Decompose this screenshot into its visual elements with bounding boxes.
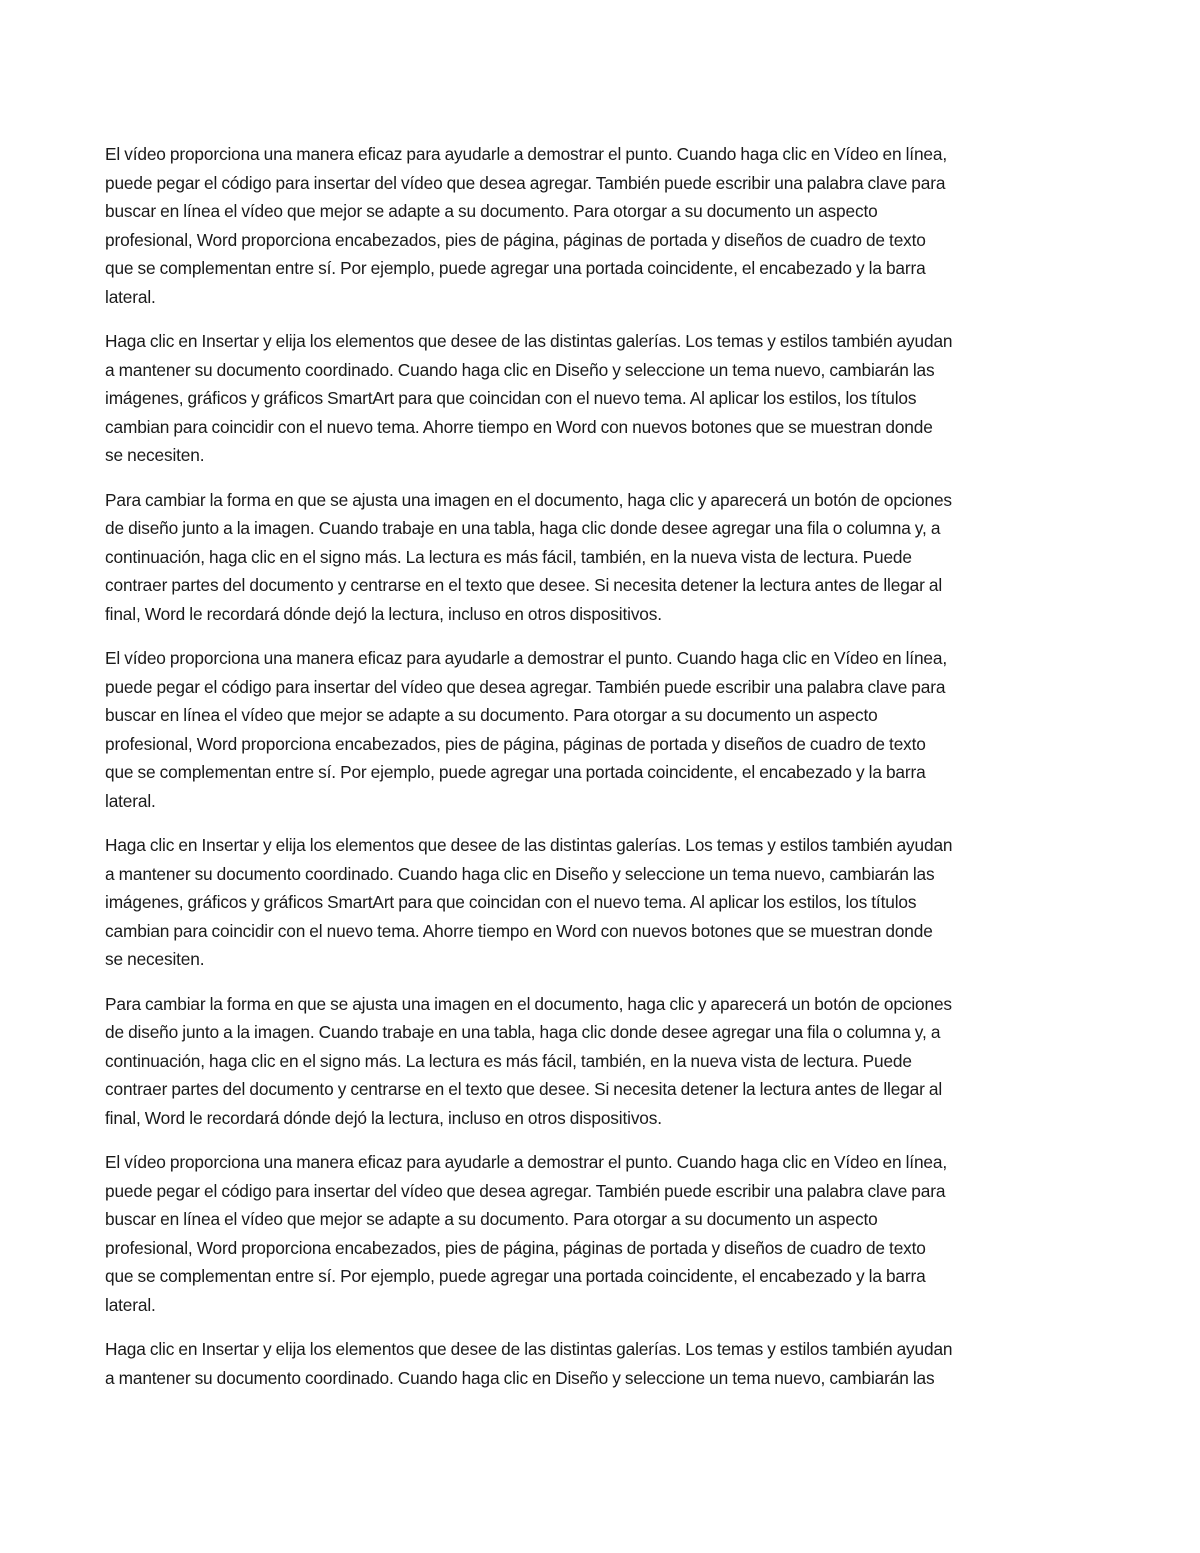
text-line: imágenes, gráficos y gráficos SmartArt para que coincidan con el nuevo tema. Al aplicar los estilos, los títulos — [105, 892, 917, 913]
text-line: lateral. — [105, 286, 156, 307]
text-line: El vídeo proporciona una manera eficaz para ayudarle a demostrar el punto. Cuando haga clic en Vídeo en línea, — [105, 1152, 947, 1172]
text-line: continuación, haga clic en el signo más. La lectura es más fácil, también, en la nueva vista de lectura. Puede — [105, 546, 912, 567]
text-line: final, Word le recordará dónde dejó la lectura, incluso en otros dispositivos. — [105, 1107, 662, 1128]
text-line: a mantener su documento coordinado. Cuando haga clic en Diseño y seleccione un tema nuevo, cambiarán las — [105, 1367, 935, 1388]
text-line: puede pegar el código para insertar del vídeo que desea agregar. También puede escribir una palabra clave para — [105, 172, 946, 193]
text-line: Haga clic en Insertar y elija los elementos que desee de las distintas galerías. Los temas y estilos también ayudan — [105, 835, 953, 856]
text-line: se necesiten. — [105, 445, 205, 466]
text-line: que se complementan entre sí. Por ejemplo, puede agregar una portada coincidente, el encabezado y la barra — [105, 762, 926, 783]
text-line: contraer partes del documento y centrarse en el texto que desee. Si necesita detener la lectura antes de llegar al — [105, 575, 943, 596]
paragraph — [105, 1335, 1105, 1392]
text-line: Haga clic en Insertar y elija los elementos que desee de las distintas galerías. Los temas y estilos también ayudan — [105, 331, 953, 352]
text-line: se necesiten. — [105, 949, 205, 970]
paragraph — [105, 1148, 1105, 1320]
text-line: que se complementan entre sí. Por ejemplo, puede agregar una portada coincidente, el encabezado y la barra — [105, 1266, 926, 1287]
document-body[interactable] — [105, 140, 1105, 1408]
text-line: profesional, Word proporciona encabezados, pies de página, páginas de portada y diseños de cuadro de texto — [105, 733, 926, 754]
text-line: de diseño junto a la imagen. Cuando trabaje en una tabla, haga clic donde desee agregar una fila o columna y, a — [105, 518, 941, 539]
text-line: El vídeo proporciona una manera eficaz para ayudarle a demostrar el punto. Cuando haga clic en Vídeo en línea, — [105, 648, 947, 668]
text-line: cambian para coincidir con el nuevo tema. Ahorre tiempo en Word con nuevos botones que se muestran donde — [105, 416, 933, 437]
paragraph — [105, 140, 1105, 312]
text-line: Para cambiar la forma en que se ajusta una imagen en el documento, haga clic y aparecerá un botón de opciones — [105, 489, 952, 510]
paragraph — [105, 831, 1105, 974]
text-line: Haga clic en Insertar y elija los elementos que desee de las distintas galerías. Los temas y estilos también ayudan — [105, 1339, 953, 1360]
paragraph — [105, 486, 1105, 629]
text-line: que se complementan entre sí. Por ejemplo, puede agregar una portada coincidente, el encabezado y la barra — [105, 258, 926, 279]
text-line: puede pegar el código para insertar del vídeo que desea agregar. También puede escribir una palabra clave para — [105, 1180, 946, 1201]
text-line: continuación, haga clic en el signo más. La lectura es más fácil, también, en la nueva vista de lectura. Puede — [105, 1050, 912, 1071]
text-line: profesional, Word proporciona encabezados, pies de página, páginas de portada y diseños de cuadro de texto — [105, 1237, 926, 1258]
text-line: imágenes, gráficos y gráficos SmartArt para que coincidan con el nuevo tema. Al aplicar los estilos, los títulos — [105, 388, 917, 409]
paragraph — [105, 644, 1105, 816]
text-line: lateral. — [105, 1294, 156, 1315]
paragraph — [105, 990, 1105, 1133]
text-line: cambian para coincidir con el nuevo tema. Ahorre tiempo en Word con nuevos botones que se muestran donde — [105, 920, 933, 941]
text-line: a mantener su documento coordinado. Cuando haga clic en Diseño y seleccione un tema nuevo, cambiarán las — [105, 863, 935, 884]
text-line: Para cambiar la forma en que se ajusta una imagen en el documento, haga clic y aparecerá un botón de opciones — [105, 993, 952, 1014]
text-line: puede pegar el código para insertar del vídeo que desea agregar. También puede escribir una palabra clave para — [105, 676, 946, 697]
text-line: lateral. — [105, 790, 156, 811]
text-line: contraer partes del documento y centrarse en el texto que desee. Si necesita detener la lectura antes de llegar al — [105, 1079, 943, 1100]
text-line: de diseño junto a la imagen. Cuando trabaje en una tabla, haga clic donde desee agregar una fila o columna y, a — [105, 1022, 941, 1043]
text-line: buscar en línea el vídeo que mejor se adapte a su documento. Para otorgar a su documento un aspecto — [105, 705, 878, 726]
text-line: buscar en línea el vídeo que mejor se adapte a su documento. Para otorgar a su documento un aspecto — [105, 1209, 878, 1230]
text-line: buscar en línea el vídeo que mejor se adapte a su documento. Para otorgar a su documento un aspecto — [105, 201, 878, 222]
text-line: El vídeo proporciona una manera eficaz para ayudarle a demostrar el punto. Cuando haga clic en Vídeo en línea, — [105, 144, 947, 164]
paragraph — [105, 327, 1105, 470]
text-line: profesional, Word proporciona encabezados, pies de página, páginas de portada y diseños de cuadro de texto — [105, 229, 926, 250]
text-line: a mantener su documento coordinado. Cuando haga clic en Diseño y seleccione un tema nuevo, cambiarán las — [105, 359, 935, 380]
text-line: final, Word le recordará dónde dejó la lectura, incluso en otros dispositivos. — [105, 603, 662, 624]
